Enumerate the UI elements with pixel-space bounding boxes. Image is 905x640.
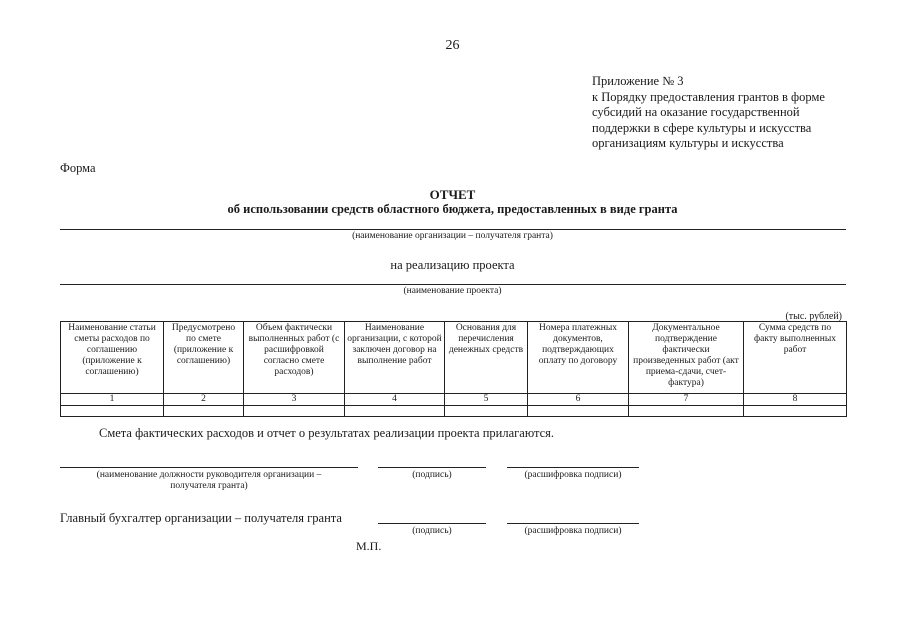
project-name-caption: (наименование проекта) [403,286,502,296]
appendix-line: Приложение № 3 [592,74,684,88]
table-cell [629,406,744,417]
signature-caption: (подпись) [412,470,452,480]
org-name-caption: (наименование организации – получателя гранта) [352,231,553,241]
decoding-caption: (расшифровка подписи) [524,470,622,480]
column-header: Номера платежных документов, подтверждающих оплату по договору [528,322,629,394]
form-label: Форма [60,161,96,175]
column-header: Предусмотрено по смете (приложение к соглашению) [164,322,244,394]
page-number: 26 [445,38,460,53]
decoding-line-2 [507,523,639,524]
column-header: Сумма средств по факту выполненных работ [744,322,847,394]
decoding-line [507,467,639,468]
project-line: на реализацию проекта [390,258,515,272]
attachments-note: Смета фактических расходов и отчет о результатах реализации проекта прилагаются. [99,426,555,440]
units-label: (тыс. рублей) [785,311,842,322]
column-number: 6 [528,394,629,406]
column-number: 1 [61,394,164,406]
appendix-line: субсидий на оказание государственной [592,105,800,119]
column-number: 3 [244,394,345,406]
appendix-line: организациям культуры и искусства [592,136,784,150]
table-cell [164,406,244,417]
table-row [61,406,847,417]
position-line [60,467,358,468]
chief-accountant-label: Главный бухгалтер организации – получателя гранта [60,511,342,525]
table-header-row [61,322,847,394]
signature-caption-2: (подпись) [412,526,452,536]
signature-line [378,467,486,468]
report-title: ОТЧЕТ [429,187,476,202]
position-caption-line: получателя гранта) [170,481,248,491]
table-cell [744,406,847,417]
signature-line-2 [378,523,486,524]
table-cell [528,406,629,417]
column-number: 7 [629,394,744,406]
column-header: Объем фактически выполненных работ (с расшифровкой согласно смете расходов) [244,322,345,394]
table-cell [244,406,345,417]
column-number: 4 [345,394,445,406]
org-name-line [60,229,846,230]
report-subtitle: об использовании средств областного бюджета, предоставленных в виде гранта [227,202,678,216]
appendix-line: поддержки в сфере культуры и искусства [592,120,812,135]
column-number: 8 [744,394,847,406]
report-table [60,321,847,417]
column-header: Наименование статьи сметы расходов по соглашению (приложение к соглашению) [61,322,164,394]
appendix-line: к Порядку предоставления грантов в форме [592,89,825,104]
stamp-label: М.П. [356,539,382,553]
appendix-note [592,74,882,152]
column-header: Основания для перечисления денежных средств [445,322,528,394]
table-cell [445,406,528,417]
column-header: Наименование организации, с которой заключен договор на выполнение работ [345,322,445,394]
project-name-line [60,284,846,285]
table-cell [345,406,445,417]
decoding-caption-2: (расшифровка подписи) [524,526,622,536]
column-header: Документальное подтверждение фактически произведенных работ (акт приема-сдачи, счет-фактура) [629,322,744,394]
position-caption [60,470,358,492]
column-number: 2 [164,394,244,406]
table-cell [61,406,164,417]
column-number-row [61,394,847,406]
position-caption-line: (наименование должности руководителя организации – [96,470,322,480]
column-number: 5 [445,394,528,406]
